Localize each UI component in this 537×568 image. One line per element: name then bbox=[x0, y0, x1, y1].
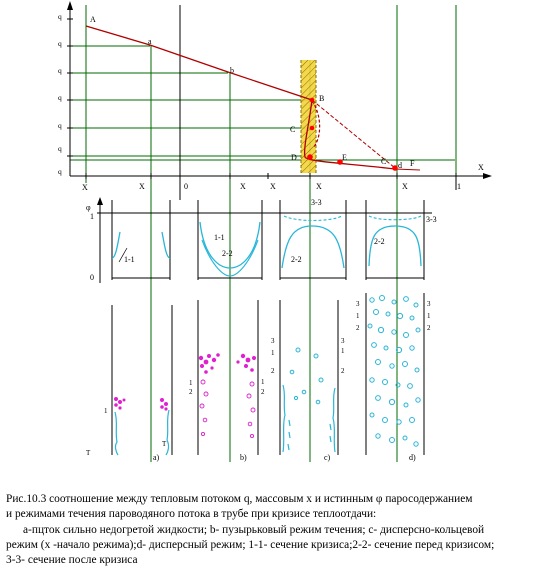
x-tick-label: X bbox=[402, 182, 408, 191]
phi-profile bbox=[112, 232, 170, 258]
channel-section-label: 1 bbox=[271, 349, 275, 357]
profile-box-d bbox=[366, 200, 437, 280]
section-label: 2-2 bbox=[374, 237, 385, 246]
phi-one-label: 1 bbox=[90, 212, 94, 221]
point-label-b: b bbox=[230, 66, 234, 75]
phi-profile bbox=[369, 216, 421, 220]
profile-box-a bbox=[112, 200, 170, 280]
y-tick-labels bbox=[58, 12, 62, 176]
caption-line: Рис.10.3 соотношение между тепловым потоком q, массовым x и истинным φ паросодержанием bbox=[6, 493, 473, 505]
y-tick-label: q bbox=[58, 121, 62, 130]
channel-section-label: 3 bbox=[427, 300, 431, 308]
y-axis-label: q bbox=[58, 12, 62, 21]
section-label: 3-3 bbox=[311, 198, 322, 207]
figure-caption bbox=[6, 492, 532, 568]
y-axis-arrow bbox=[67, 1, 73, 10]
point-label-C: C bbox=[381, 157, 387, 166]
y-tick-label: q bbox=[58, 144, 62, 153]
point-label-A: A bbox=[90, 15, 96, 24]
x-tick-label: 1 bbox=[457, 182, 461, 191]
phi-axis-arrow bbox=[97, 197, 103, 205]
channel-section-label: 1 bbox=[261, 378, 265, 386]
channel-d bbox=[356, 293, 431, 462]
profile-box-c bbox=[280, 198, 346, 280]
channel-section-label: 2 bbox=[271, 367, 275, 375]
y-tick-label: q bbox=[58, 39, 62, 48]
bubbles-magenta bbox=[199, 353, 256, 374]
section-label: 1-1 bbox=[214, 233, 225, 242]
channel-letter: b) bbox=[240, 453, 247, 462]
liquid-film bbox=[283, 385, 335, 452]
channel-section-label: 1 bbox=[356, 312, 360, 320]
x-tick-labels bbox=[82, 163, 484, 192]
x-tick-label: 0 bbox=[184, 182, 188, 191]
section-vertical-lines bbox=[86, 5, 456, 462]
boiling-curve-aB bbox=[86, 26, 312, 100]
point-d-marker bbox=[392, 165, 398, 171]
phi-labels bbox=[86, 203, 94, 282]
point-label-F: F bbox=[410, 159, 415, 168]
phi-axis-label: φ bbox=[86, 203, 91, 212]
point-B-marker bbox=[310, 98, 315, 103]
channel-c bbox=[271, 300, 345, 462]
channel-section-label: 2 bbox=[189, 388, 193, 396]
point-label-D: D bbox=[291, 153, 297, 162]
x-tick-label: X bbox=[240, 182, 246, 191]
y-tick-label: q bbox=[58, 66, 62, 75]
phi-profile bbox=[284, 216, 342, 221]
caption-line: а-пцток сильно недогретой жидкости; b- пузырьковый режим течения; c- дисперсно-кольцевой bbox=[23, 523, 485, 536]
channel-section-label: 2 bbox=[427, 324, 431, 332]
channel-letter: d) bbox=[409, 453, 416, 462]
x-tick-label: X bbox=[139, 182, 145, 191]
phi-zero-label: 0 bbox=[90, 273, 94, 282]
vapor-film bbox=[115, 410, 169, 455]
point-label-E: E bbox=[342, 153, 347, 162]
section-label: 2-2 bbox=[222, 249, 233, 258]
channel-section-label: 3 bbox=[356, 300, 360, 308]
bubbles-magenta bbox=[114, 397, 168, 411]
channel-a bbox=[86, 305, 172, 462]
x-tick-label: X bbox=[82, 183, 88, 192]
temp-label: T bbox=[162, 440, 167, 448]
channel-section-label: 1 bbox=[427, 312, 431, 320]
section-label: 3-3 bbox=[426, 215, 437, 224]
bubbles-magenta-outline bbox=[200, 380, 255, 438]
x-axis-label: X bbox=[478, 163, 484, 172]
phi-profile bbox=[369, 226, 421, 266]
channel-letter: a) bbox=[153, 453, 160, 462]
y-tick-label: q bbox=[58, 167, 62, 176]
channel-section-label: 3 bbox=[341, 337, 345, 345]
point-C-marker bbox=[310, 126, 315, 131]
section-label: 2-2 bbox=[291, 255, 302, 264]
caption-line: 3-3- сечение после кризиса bbox=[6, 554, 138, 567]
point-labels bbox=[90, 15, 415, 170]
channel-b bbox=[189, 300, 265, 462]
caption-line: режим (x -начало режима);d- дисперсный режим; 1-1- сечение кризиса;2-2- сечение перед кризисом; bbox=[6, 538, 495, 551]
droplets bbox=[290, 348, 323, 404]
point-label-a: a bbox=[148, 37, 152, 46]
section-label: 1-1 bbox=[124, 255, 135, 264]
channel-section-label: 2 bbox=[341, 367, 345, 375]
channels-row bbox=[86, 293, 431, 462]
temp-label: T bbox=[86, 449, 91, 457]
y-tick-label: q bbox=[58, 93, 62, 102]
channel-section-label: 3 bbox=[271, 337, 275, 345]
channel-section-label: 2 bbox=[356, 324, 360, 332]
droplets bbox=[368, 296, 420, 447]
channel-letter: c) bbox=[324, 453, 331, 462]
channel-section-label: 1 bbox=[104, 407, 108, 415]
point-label-B: B bbox=[319, 94, 325, 103]
x-tick-label: X bbox=[316, 182, 322, 191]
x-tick-label: X bbox=[270, 182, 276, 191]
x-axis-arrow bbox=[483, 173, 492, 179]
channel-section-label: 1 bbox=[189, 379, 193, 387]
point-label-d: d bbox=[398, 161, 402, 170]
main-plot bbox=[58, 1, 492, 462]
profiles-row bbox=[86, 197, 437, 283]
point-D-marker bbox=[307, 154, 313, 160]
channel-section-label: 2 bbox=[261, 388, 265, 396]
caption-line: и режимами течения пароводяного потока в трубе при кризисе теплоотдачи: bbox=[6, 508, 377, 521]
channel-section-label: 1 bbox=[341, 347, 345, 355]
point-label-C: C bbox=[290, 125, 296, 134]
